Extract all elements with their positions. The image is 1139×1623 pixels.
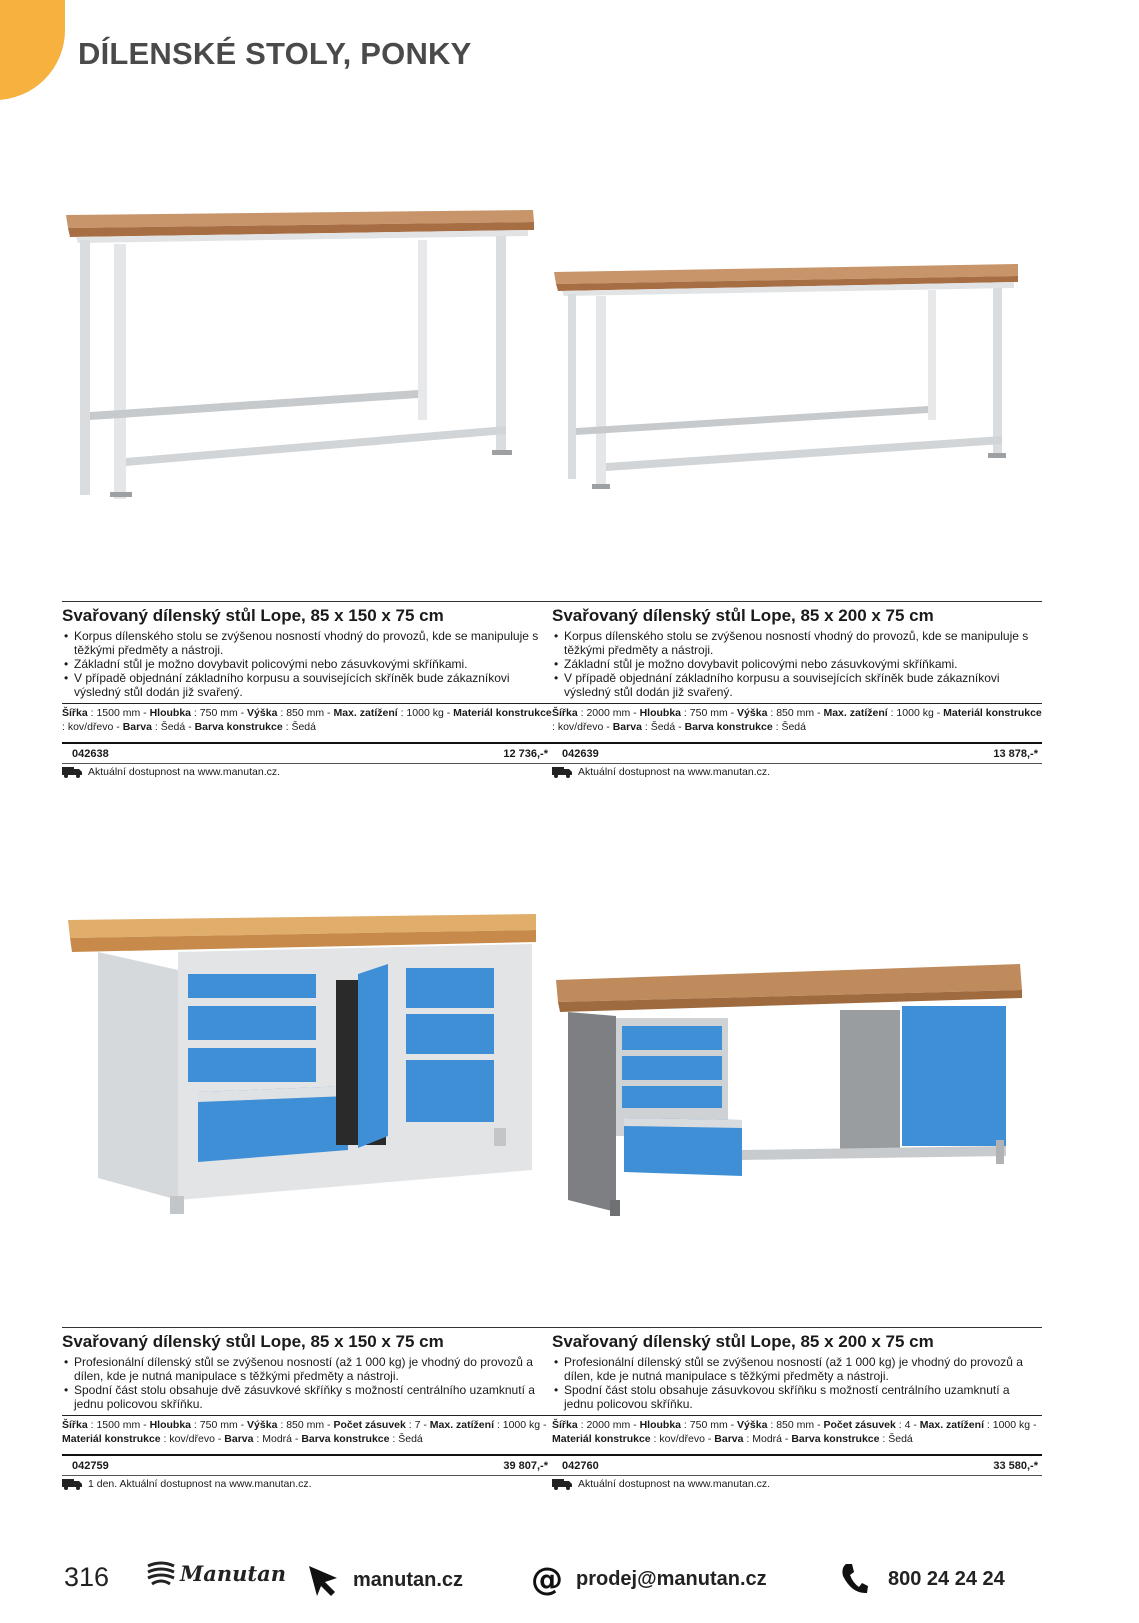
feature-item: • V případě objednání základního korpusu a souvisejících skříněk bude zákazníkovi výsledný stůl dodán již svařený.: [62, 671, 552, 699]
product-image-bench-150: [58, 200, 548, 510]
product-title[interactable]: Svařovaný dílenský stůl Lope, 85 x 200 x 75 cm: [552, 606, 934, 625]
brand-name: Manutan: [180, 1560, 286, 1586]
page-number: 316: [64, 1562, 110, 1592]
product-price: 12 736,-*: [503, 747, 548, 760]
brand-logo[interactable]: [146, 1560, 286, 1586]
availability-row: [552, 1478, 1042, 1490]
corner-accent: [0, 0, 65, 100]
manutan-logo-icon: [146, 1560, 176, 1586]
availability-text: Aktuální dostupnost na www.manutan.cz.: [88, 766, 281, 778]
page-footer: [0, 1552, 1139, 1612]
svg-text:@: @: [531, 1562, 563, 1596]
availability-row: [62, 766, 552, 778]
website-link[interactable]: [305, 1562, 463, 1598]
product-code[interactable]: 042759: [72, 1459, 109, 1472]
delivery-truck-icon: [62, 766, 82, 778]
product-card-042639: [552, 601, 1042, 778]
divider: [62, 1327, 552, 1328]
order-row: [62, 742, 552, 764]
order-row: [552, 1454, 1042, 1476]
feature-item: • Spodní část stolu obsahuje zásuvkovou skříňku s možností centrálního uzamknutí a jednu policovou skříňku.: [552, 1383, 1042, 1411]
order-row: [62, 1454, 552, 1476]
product-code[interactable]: 042638: [72, 747, 109, 760]
product-card-042638: [62, 601, 552, 778]
availability-text: 1 den. Aktuální dostupnost na www.manutan.cz.: [88, 1478, 312, 1490]
at-sign-icon: [530, 1562, 564, 1596]
product-title[interactable]: Svařovaný dílenský stůl Lope, 85 x 200 x 75 cm: [552, 1332, 934, 1351]
product-code[interactable]: 042639: [562, 747, 599, 760]
cursor-arrow-icon: [305, 1562, 341, 1598]
phone-icon: [840, 1562, 868, 1596]
delivery-truck-icon: [552, 1478, 572, 1490]
delivery-truck-icon: [552, 766, 572, 778]
product-title[interactable]: Svařovaný dílenský stůl Lope, 85 x 150 x 75 cm: [62, 1332, 444, 1351]
feature-list: [62, 1355, 552, 1411]
phone-text: 800 24 24 24: [888, 1567, 1005, 1590]
spec-line: Šířka : 2000 mm - Hloubka : 750 mm - Výška : 850 mm - Počet zásuvek : 4 - Max. zatížení : 1000 kg - Materiál konstrukce : kov/dřevo - Barva : Modrá - Barva konstrukce : Šedá: [552, 1415, 1042, 1446]
product-price: 39 807,-*: [503, 1459, 548, 1472]
page-title: DÍLENSKÉ STOLY, PONKY: [78, 36, 472, 71]
feature-list: [552, 629, 1042, 699]
divider: [62, 601, 552, 602]
feature-item: • Základní stůl je možno dovybavit policovými nebo zásuvkovými skříňkami.: [552, 657, 1042, 671]
email-link[interactable]: [530, 1562, 767, 1596]
product-image-bench-150-drawers: [58, 900, 548, 1230]
product-image-bench-200-drawers: [550, 950, 1060, 1220]
product-card-042760: [552, 1327, 1042, 1490]
product-title[interactable]: Svařovaný dílenský stůl Lope, 85 x 150 x 75 cm: [62, 606, 444, 625]
availability-text: Aktuální dostupnost na www.manutan.cz.: [578, 766, 771, 778]
product-image-bench-200: [548, 258, 1058, 498]
spec-line: Šířka : 1500 mm - Hloubka : 750 mm - Výška : 850 mm - Max. zatížení : 1000 kg - Materiál konstrukce : kov/dřevo - Barva : Šedá - Barva konstrukce : Šedá: [62, 703, 552, 734]
phone-link[interactable]: [840, 1562, 1005, 1596]
feature-item: • Profesionální dílenský stůl se zvýšenou nosností (až 1 000 kg) je vhodný do provozů a dílen, kde je nutná manipulace s těžkými předměty a nástroji.: [552, 1355, 1042, 1383]
feature-list: [552, 1355, 1042, 1411]
delivery-truck-icon: [62, 1478, 82, 1490]
product-price: 33 580,-*: [993, 1459, 1038, 1472]
feature-item: • Korpus dílenského stolu se zvýšenou nosností vhodný do provozů, kde se manipuluje s těžkými předměty a nástroji.: [62, 629, 552, 657]
website-text: manutan.cz: [353, 1568, 464, 1591]
email-text: prodej@manutan.cz: [576, 1567, 767, 1590]
product-price: 13 878,-*: [993, 747, 1038, 760]
feature-item: • Spodní část stolu obsahuje dvě zásuvkové skříňky s možností centrálního uzamknutí a jednu policovou skříňku.: [62, 1383, 552, 1411]
product-code[interactable]: 042760: [562, 1459, 599, 1472]
availability-text: Aktuální dostupnost na www.manutan.cz.: [578, 1478, 771, 1490]
spec-line: Šířka : 2000 mm - Hloubka : 750 mm - Výška : 850 mm - Max. zatížení : 1000 kg - Materiál konstrukce : kov/dřevo - Barva : Šedá - Barva konstrukce : Šedá: [552, 703, 1042, 734]
feature-item: • Základní stůl je možno dovybavit policovými nebo zásuvkovými skříňkami.: [62, 657, 552, 671]
divider: [552, 601, 1042, 602]
product-card-042759: [62, 1327, 552, 1490]
availability-row: [552, 766, 1042, 778]
order-row: [552, 742, 1042, 764]
availability-row: [62, 1478, 552, 1490]
feature-item: • V případě objednání základního korpusu a souvisejících skříněk bude zákazníkovi výsledný stůl dodán již svařený.: [552, 671, 1042, 699]
spec-line: Šířka : 1500 mm - Hloubka : 750 mm - Výška : 850 mm - Počet zásuvek : 7 - Max. zatížení : 1000 kg - Materiál konstrukce : kov/dřevo - Barva : Modrá - Barva konstrukce : Šedá: [62, 1415, 552, 1446]
feature-list: [62, 629, 552, 699]
divider: [552, 1327, 1042, 1328]
feature-item: • Korpus dílenského stolu se zvýšenou nosností vhodný do provozů, kde se manipuluje s těžkými předměty a nástroji.: [552, 629, 1042, 657]
feature-item: • Profesionální dílenský stůl se zvýšenou nosností (až 1 000 kg) je vhodný do provozů a dílen, kde je nutná manipulace s těžkými předměty a nástroji.: [62, 1355, 552, 1383]
